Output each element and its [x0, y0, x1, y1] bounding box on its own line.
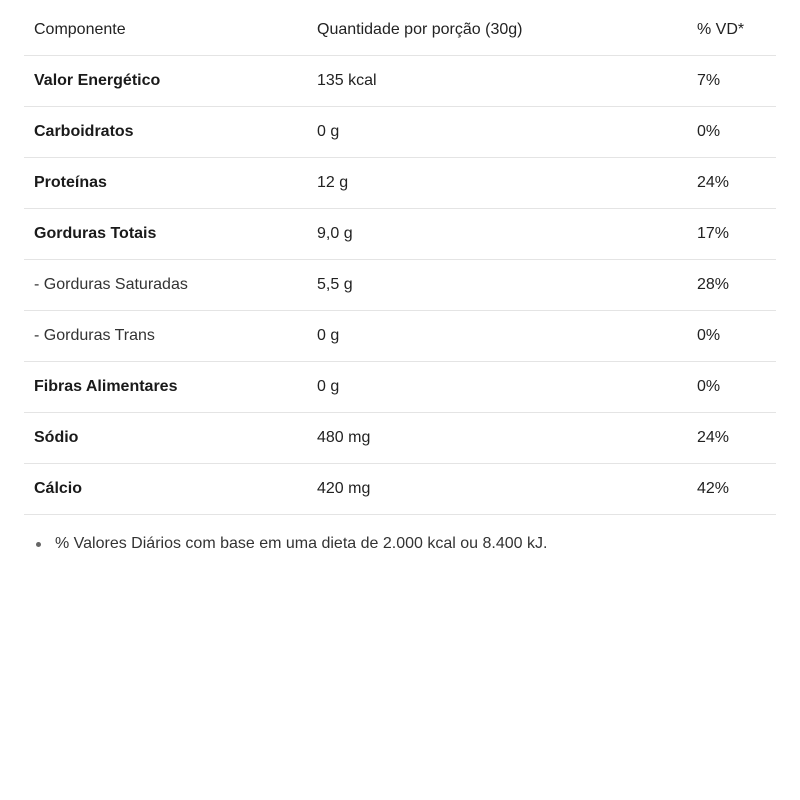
- header-component: Componente: [24, 5, 307, 56]
- row-daily-value: 28%: [687, 260, 776, 311]
- row-component-name: Proteínas: [24, 158, 307, 209]
- row-daily-value: 24%: [687, 413, 776, 464]
- table-row: [24, 260, 776, 311]
- table-row: [24, 209, 776, 260]
- table-body: [24, 56, 776, 515]
- header-row: [24, 5, 776, 56]
- row-daily-value: 42%: [687, 464, 776, 515]
- row-component-name: Sódio: [24, 413, 307, 464]
- row-daily-value: 7%: [687, 56, 776, 107]
- row-daily-value: 24%: [687, 158, 776, 209]
- header-daily-value: % VD*: [687, 5, 776, 56]
- row-amount: 9,0 g: [307, 209, 687, 260]
- footnote-item: [34, 532, 547, 556]
- row-component-name: - Gorduras Saturadas: [24, 260, 307, 311]
- table-row: [24, 107, 776, 158]
- row-component-name: - Gorduras Trans: [24, 311, 307, 362]
- row-amount: 5,5 g: [307, 260, 687, 311]
- row-daily-value: 0%: [687, 311, 776, 362]
- table-row: [24, 464, 776, 515]
- row-component-name: Carboidratos: [24, 107, 307, 158]
- row-amount: 12 g: [307, 158, 687, 209]
- row-amount: 420 mg: [307, 464, 687, 515]
- table-row: [24, 56, 776, 107]
- row-daily-value: 0%: [687, 107, 776, 158]
- row-amount: 135 kcal: [307, 56, 687, 107]
- table-header: [24, 5, 776, 56]
- footnote-list: [34, 532, 547, 556]
- nutrition-table: [24, 5, 776, 515]
- table-row: [24, 413, 776, 464]
- row-amount: 0 g: [307, 107, 687, 158]
- row-component-name: Fibras Alimentares: [24, 362, 307, 413]
- bullet-icon: [36, 542, 41, 547]
- table-row: [24, 158, 776, 209]
- row-amount: 0 g: [307, 362, 687, 413]
- table-row: [24, 362, 776, 413]
- row-component-name: Valor Energético: [24, 56, 307, 107]
- row-daily-value: 0%: [687, 362, 776, 413]
- row-component-name: Cálcio: [24, 464, 307, 515]
- table-row: [24, 311, 776, 362]
- header-quantity: Quantidade por porção (30g): [307, 5, 687, 56]
- row-amount: 480 mg: [307, 413, 687, 464]
- footnote-text: % Valores Diários com base em uma dieta de 2.000 kcal ou 8.400 kJ.: [55, 535, 548, 552]
- row-component-name: Gorduras Totais: [24, 209, 307, 260]
- row-amount: 0 g: [307, 311, 687, 362]
- row-daily-value: 17%: [687, 209, 776, 260]
